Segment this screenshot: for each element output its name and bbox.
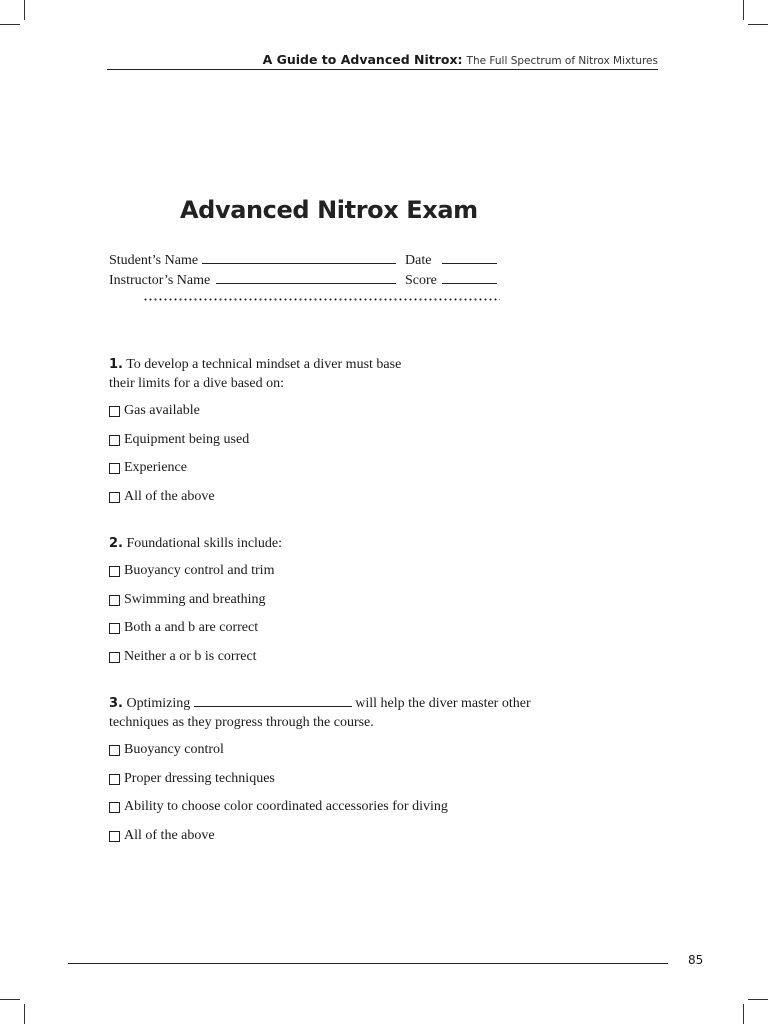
option-label: All of the above (124, 489, 215, 504)
answer-option[interactable] (109, 828, 215, 844)
crop-mark (0, 999, 20, 1000)
question-text: Foundational skills include: (126, 536, 283, 551)
checkbox-icon[interactable] (109, 831, 120, 842)
crop-mark (24, 0, 25, 20)
crop-mark (748, 999, 768, 1000)
running-header (107, 52, 658, 70)
question-number: 3. (109, 696, 123, 711)
option-label: Buoyancy control and trim (124, 563, 275, 578)
answer-option[interactable] (109, 403, 200, 419)
question-2 (109, 534, 282, 553)
crop-mark (748, 24, 768, 25)
option-label: Both a and b are correct (124, 620, 259, 635)
page-number: 85 (688, 953, 704, 967)
score-label: Score (405, 273, 437, 288)
option-label: Neither a or b is correct (124, 649, 257, 664)
checkbox-icon[interactable] (109, 595, 120, 606)
question-number: 1. (109, 357, 123, 372)
answer-option[interactable] (109, 460, 187, 476)
answer-option[interactable] (109, 742, 224, 758)
score-field[interactable] (442, 271, 497, 284)
crop-mark (24, 1004, 25, 1024)
checkbox-icon[interactable] (109, 566, 120, 577)
checkbox-icon[interactable] (109, 774, 120, 785)
answer-option[interactable] (109, 620, 258, 636)
checkbox-icon[interactable] (109, 492, 120, 503)
option-label: All of the above (124, 828, 215, 843)
header-subtitle: The Full Spectrum of Nitrox Mixtures (466, 55, 658, 67)
crop-mark (743, 1004, 744, 1024)
student-name-label: Student’s Name (109, 253, 199, 268)
field-row-instructor (109, 271, 497, 291)
option-label: Equipment being used (124, 432, 250, 447)
fill-in-blank[interactable] (194, 695, 352, 707)
crop-mark (0, 24, 20, 25)
question-text: Optimizing (126, 696, 191, 711)
question-text: To develop a technical mindset a diver must base (126, 357, 402, 372)
option-label: Proper dressing techniques (124, 771, 275, 786)
checkbox-icon[interactable] (109, 623, 120, 634)
question-3 (109, 694, 531, 732)
header-book-title: A Guide to Advanced Nitrox: (262, 52, 463, 67)
footer-rule (68, 963, 668, 964)
exam-fields (109, 251, 497, 291)
student-name-field[interactable] (202, 251, 396, 264)
option-label: Gas available (124, 403, 200, 418)
answer-option[interactable] (109, 489, 215, 505)
checkbox-icon[interactable] (109, 406, 120, 417)
option-label: Experience (124, 460, 187, 475)
page-title: Advanced Nitrox Exam (180, 196, 478, 224)
date-field[interactable] (442, 251, 497, 264)
crop-mark (743, 0, 744, 20)
answer-option[interactable] (109, 432, 249, 448)
question-number: 2. (109, 536, 123, 551)
instructor-name-field[interactable] (216, 271, 396, 284)
answer-option[interactable] (109, 771, 275, 787)
answer-option[interactable] (109, 563, 274, 579)
option-label: Buoyancy control (124, 742, 224, 757)
instructor-name-label: Instructor’s Name (109, 273, 211, 288)
answer-option[interactable] (109, 649, 257, 665)
dotted-separator (143, 298, 500, 301)
question-1 (109, 355, 401, 393)
checkbox-icon[interactable] (109, 652, 120, 663)
date-label: Date (405, 253, 432, 268)
checkbox-icon[interactable] (109, 802, 120, 813)
question-text: will help the diver master other (355, 696, 531, 711)
checkbox-icon[interactable] (109, 435, 120, 446)
option-label: Swimming and breathing (124, 592, 266, 607)
answer-option[interactable] (109, 592, 266, 608)
checkbox-icon[interactable] (109, 745, 120, 756)
question-text: techniques as they progress through the course. (109, 715, 374, 730)
checkbox-icon[interactable] (109, 463, 120, 474)
option-label: Ability to choose color coordinated accessories for diving (124, 799, 448, 814)
question-text: their limits for a dive based on: (109, 376, 284, 391)
answer-option[interactable] (109, 799, 448, 815)
field-row-student (109, 251, 497, 271)
